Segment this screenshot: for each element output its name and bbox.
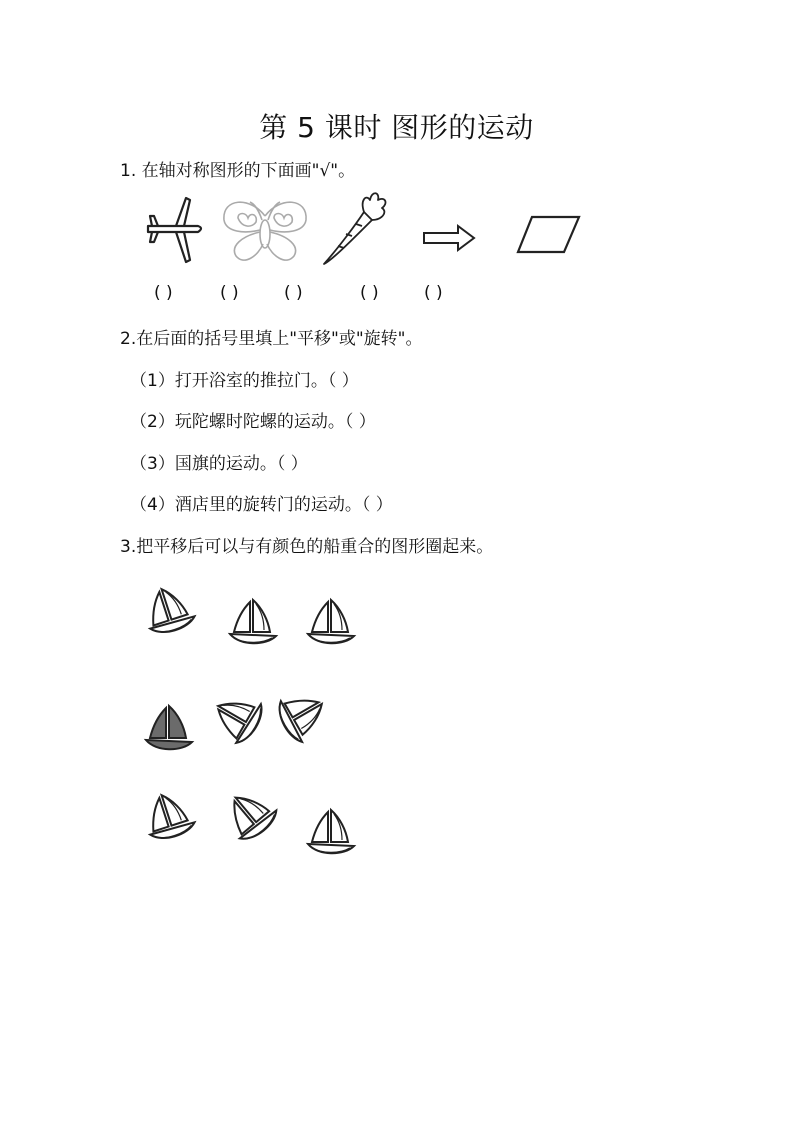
answer-blank[interactable]: ( )	[220, 283, 239, 303]
page-title: 第 5 课时 图形的运动	[259, 111, 534, 144]
answer-blank[interactable]: ( )	[154, 283, 173, 303]
sailboat-icon[interactable]	[226, 598, 282, 650]
question-2-item: （2）玩陀螺时陀螺的运动。（ ）	[130, 412, 376, 432]
sailboat-icon[interactable]	[142, 586, 198, 638]
answer-blank[interactable]: ( )	[284, 283, 303, 303]
parallelogram-icon	[516, 214, 582, 256]
question-2-item: （3）国旗的运动。（ ）	[130, 454, 308, 474]
sailboat-icon[interactable]	[142, 792, 198, 844]
shaded-sailboat-icon	[142, 704, 198, 758]
answer-blank[interactable]: ( )	[360, 283, 379, 303]
question-1-prompt: 1. 在轴对称图形的下面画"√"。	[120, 161, 356, 181]
sailboat-icon[interactable]	[212, 692, 268, 746]
sailboat-icon[interactable]	[304, 598, 360, 650]
carrot-icon	[320, 190, 390, 268]
arrow-icon	[422, 224, 476, 252]
sailboat-icon[interactable]	[274, 690, 330, 744]
sailboat-icon[interactable]	[224, 790, 280, 844]
airplane-icon	[146, 196, 206, 266]
answer-blank[interactable]: ( )	[424, 283, 443, 303]
question-2-item: （1）打开浴室的推拉门。（ ）	[130, 371, 359, 391]
question-2-prompt: 2.在后面的括号里填上"平移"或"旋转"。	[120, 329, 423, 349]
question-2-item: （4）酒店里的旋转门的运动。（ ）	[130, 495, 393, 515]
sailboat-icon[interactable]	[304, 808, 360, 860]
question-3-prompt: 3.把平移后可以与有颜色的船重合的图形圈起来。	[120, 537, 494, 557]
butterfly-icon	[220, 196, 310, 266]
